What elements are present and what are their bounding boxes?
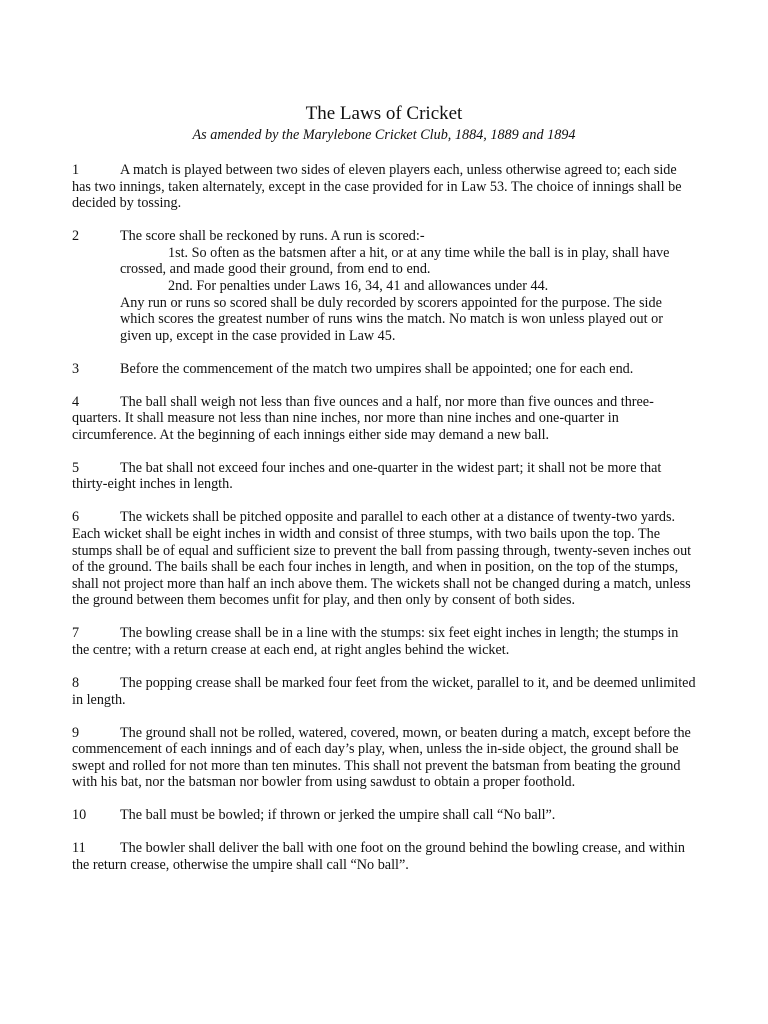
law-text: Before the commencement of the match two umpires shall be appointed; one for each end. xyxy=(120,360,634,377)
law-text: A match is played between two sides of eleven players each, unless otherwise agreed to; each side has two innings, taken alternately, except in the case provided for in Law 53. The choice of innings shall be decided by tossing. xyxy=(72,162,682,212)
law-11 xyxy=(72,840,696,873)
law-8 xyxy=(72,675,696,708)
law-1 xyxy=(72,162,696,212)
law-10 xyxy=(72,807,696,824)
law-text: The bowler shall deliver the ball with one foot on the ground behind the bowling crease, and within the return crease, otherwise the umpire shall call “No ball”. xyxy=(72,840,685,873)
law-text: The ball must be bowled; if thrown or jerked the umpire shall call “No ball”. xyxy=(120,807,556,824)
law-text: The bowling crease shall be in a line with the stumps: six feet eight inches in length; the stumps in the centre; with a return crease at each end, at right angles behind the wicket. xyxy=(72,625,679,658)
document-subtitle: As amended by the Marylebone Cricket Club, 1884, 1889 and 1894 xyxy=(192,127,576,143)
law-4 xyxy=(72,394,696,444)
law-text: The popping crease shall be marked four feet from the wicket, parallel to it, and be deemed unlimited in length. xyxy=(72,674,696,708)
law-text: The score shall be reckoned by runs. A run is scored:- xyxy=(120,228,425,245)
law-text: The ball shall weigh not less than five ounces and a half, nor more than five ounces and three-quarters. It shall measure not less than nine inches, nor more than nine inches and one-quarter in circumference. At the beginning of each innings either side may demand a new ball. xyxy=(72,393,654,443)
law-number: 7 xyxy=(72,625,80,642)
law-text: The wickets shall be pitched opposite and parallel to each other at a distance of twenty-two yards. Each wicket shall be eight inches in width and consist of three stumps, with two bails upon the top. The stumps shall be of equal and sufficient size to prevent the ball from passing through, twenty-seven inches out of the ground. The bails shall be each four inches in length, and when in position, on the top of the stumps, shall not project more than half an inch above them. The wickets shall not be changed during a match, unless the ground between them becomes unfit for play, and then only by consent of both sides. xyxy=(72,509,692,609)
law-2-clause-1: 1st. So often as the batsmen after a hit, or at any time while the ball is in play, shall have crossed, and made good their ground, from end to end. xyxy=(120,244,670,278)
law-9 xyxy=(72,725,696,791)
law-text: The bat shall not exceed four inches and one-quarter in the widest part; it shall not be more that thirty-eight inches in length. xyxy=(72,459,662,493)
law-number: 10 xyxy=(72,807,87,824)
law-6 xyxy=(72,509,696,609)
law-number: 9 xyxy=(72,724,80,741)
law-2 xyxy=(72,228,696,344)
law-text: The ground shall not be rolled, watered, covered, mown, or beaten during a match, except before the commencement of each innings and of each day’s play, when, unless the in-side object, the ground shall be swept and rolled for not more than ten minutes. This shall not prevent the batsman from beating the ground with his bat, nor the batsman nor bowler from using sawdust to obtain a proper foothold. xyxy=(72,724,691,791)
law-2-tail: Any run or runs so scored shall be duly recorded by scorers appointed for the purpose. The side which scores the greatest number of runs wins the match. No match is won unless played out or given up, except in the case provided in Law 45. xyxy=(120,294,663,344)
law-7 xyxy=(72,625,696,658)
document-title: The Laws of Cricket xyxy=(305,103,463,124)
law-2-clause-2: 2nd. For penalties under Laws 16, 34, 41 and allowances under 44. xyxy=(168,277,549,294)
law-number: 4 xyxy=(72,393,80,410)
law-number: 5 xyxy=(72,459,80,476)
law-number: 1 xyxy=(72,162,80,178)
law-number: 8 xyxy=(72,674,80,691)
law-3 xyxy=(72,361,696,378)
law-number: 6 xyxy=(72,509,80,526)
law-number: 2 xyxy=(72,228,80,245)
law-number: 3 xyxy=(72,360,80,377)
law-5 xyxy=(72,460,696,493)
document-page xyxy=(72,102,696,890)
law-number: 11 xyxy=(72,840,86,857)
